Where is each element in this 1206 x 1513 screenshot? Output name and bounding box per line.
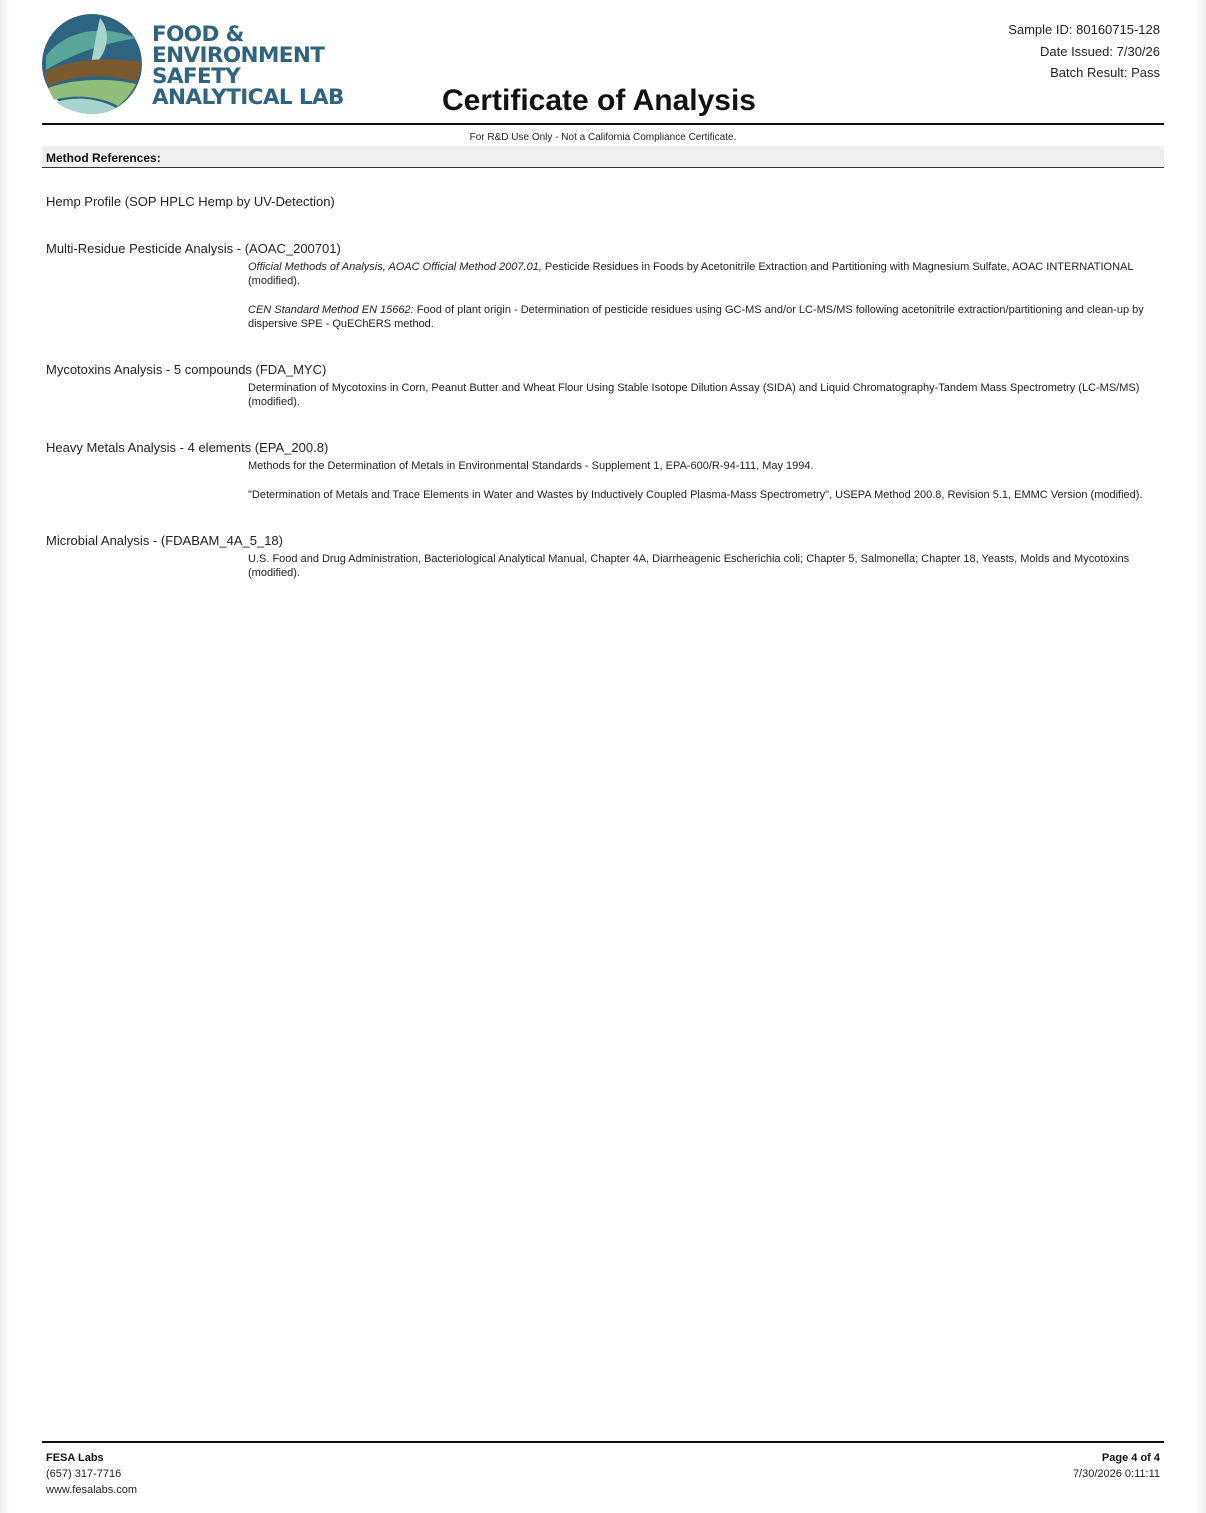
reference-text: Determination of Mycotoxins in Corn, Peanut Butter and Wheat Flour Using Stable Isotope Dilution Assay (SIDA) and Liquid Chromatography-Tandem Mass Spectrometry (LC-MS/MS) (modified). [248, 382, 1140, 408]
method-item [46, 439, 1162, 502]
sample-meta [1008, 19, 1160, 84]
header-divider [42, 123, 1164, 125]
logo-line: ANALYTICAL LAB [152, 85, 344, 110]
page-shadow-left [0, 0, 9, 1513]
sample-id-value: 80160715-128 [1076, 22, 1160, 37]
method-item [46, 361, 1162, 409]
method-reference [248, 381, 1162, 409]
method-title: Mycotoxins Analysis - 5 compounds (FDA_MYC) [46, 362, 327, 377]
footer-contact [46, 1450, 137, 1498]
logo-line: FOOD & [152, 22, 244, 47]
method-reference [248, 260, 1162, 288]
sample-id-label: Sample ID: [1008, 22, 1073, 37]
page-shadow-right [1197, 0, 1206, 1513]
batch-result-label: Batch Result: [1050, 65, 1128, 80]
reference-text: Pesticide Residues in Foods by Acetonitrile Extraction and Partitioning with Magnesium Sulfate, AOAC INTERNATIONAL (modified). [248, 261, 1134, 287]
sample-id-row [1008, 19, 1160, 41]
footer-website: www.fesalabs.com [46, 1484, 138, 1496]
batch-result-value: Pass [1131, 65, 1160, 80]
footer-divider [42, 1441, 1164, 1443]
date-issued-row [1008, 41, 1160, 63]
method-item [46, 532, 1162, 580]
method-item [46, 193, 1162, 210]
method-reference [248, 552, 1162, 580]
reference-text: Food of plant origin - Determination of pesticide residues using GC-MS and/or LC-MS/MS following acetonitrile extraction/partitioning and clean-up by dispersive SPE - QuEChERS method. [248, 304, 1144, 330]
logo-line: SAFETY [152, 64, 241, 89]
footer-phone: (657) 317-7716 [46, 1468, 122, 1480]
lab-logo-icon [40, 12, 144, 116]
method-reference [248, 488, 1162, 502]
footer-company: FESA Labs [46, 1452, 104, 1464]
method-title: Heavy Metals Analysis - 4 elements (EPA_200.8) [46, 440, 329, 455]
method-reference [248, 459, 1162, 473]
footer-page-info [1073, 1450, 1160, 1482]
print-timestamp: 7/30/2026 0:11:11 [1072, 1468, 1160, 1480]
date-issued-label: Date Issued: [1040, 43, 1113, 59]
reference-text: U.S. Food and Drug Administration, Bacteriological Analytical Manual, Chapter 4A, Diarrheagenic Escherichia coli; Chapter 5, Salmonella; Chapter 18, Yeasts, Molds and Mycotoxins (modified). [248, 553, 1130, 579]
method-title: Microbial Analysis - (FDABAM_4A_5_18) [46, 533, 283, 548]
date-issued-value: 7/30/26 [1116, 43, 1160, 59]
method-references-list [46, 193, 1162, 610]
lab-logo [40, 12, 344, 120]
logo-line: ENVIRONMENT [152, 43, 325, 68]
lab-logo-wordmark [152, 24, 344, 108]
reference-source: CEN Standard Method EN 15662: [248, 304, 414, 316]
method-title: Hemp Profile (SOP HPLC Hemp by UV-Detection) [46, 194, 335, 209]
document-title: Certificate of Analysis [442, 84, 756, 117]
reference-source: Official Methods of Analysis, AOAC Official Method 2007.01, [248, 261, 542, 273]
reference-text: "Determination of Metals and Trace Elements in Water and Wastes by Inductively Coupled Plasma-Mass Spectrometry", USEPA Method 200.8, Revision 5.1, EMMC Version (modified). [248, 489, 1143, 501]
batch-result-row [1008, 62, 1160, 84]
section-header-bar [42, 146, 1164, 168]
page-number: Page 4 of 4 [1101, 1452, 1160, 1464]
method-reference [248, 303, 1162, 331]
method-title: Multi-Residue Pesticide Analysis - (AOAC_200701) [46, 241, 341, 256]
method-item [46, 240, 1162, 331]
reference-text: Methods for the Determination of Metals in Environmental Standards - Supplement 1, EPA-600/R-94-111, May 1994. [248, 460, 814, 472]
disclaimer-text: For R&D Use Only - Not a California Compliance Certificate. [469, 132, 737, 143]
section-title: Method References: [46, 151, 161, 165]
